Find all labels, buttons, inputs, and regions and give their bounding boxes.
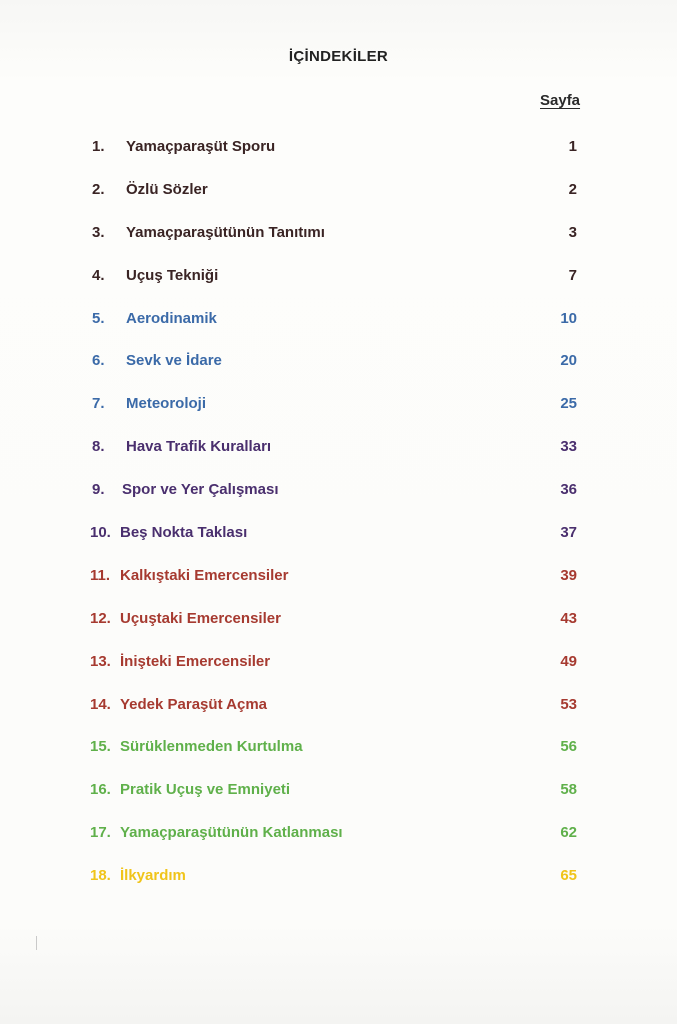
toc-entry-page: 65 [560,867,577,885]
toc-entry [0,647,677,690]
toc-entry-page: 36 [560,481,577,499]
toc-entry-page: 43 [560,609,577,627]
toc-entry-number: 12. [90,609,111,627]
toc-entry-title: Sürüklenmeden Kurtulma [120,738,303,756]
toc-entry [0,346,677,389]
toc-entry-title: Uçuş Tekniği [126,266,219,284]
toc-entry-page: 20 [560,352,577,370]
toc-entry [0,861,677,904]
toc-entry-page: 53 [560,695,577,713]
toc-entry-page: 37 [560,524,577,542]
toc-entry-number: 8. [92,438,105,456]
toc-entry [0,261,677,304]
toc-entry-number: 13. [90,652,111,670]
toc-entry-number: 15. [90,738,111,756]
toc-entry-title: Özlü Sözler [126,180,208,198]
toc-entry [0,561,677,604]
toc-entry-title: Yamaçparaşütünün Katlanması [120,824,343,842]
toc-entry-number: 18. [90,867,111,885]
toc-entry-number: 1. [92,138,105,155]
toc-entry [0,604,677,647]
toc-entry [0,518,677,561]
page-title: İÇİNDEKİLER [288,48,389,65]
toc-entry [0,818,677,861]
toc-entry [0,218,677,261]
toc-entry-number: 10. [90,524,111,542]
toc-entry-number: 5. [92,309,105,327]
toc-entry-title: Sevk ve İdare [126,352,222,370]
toc-entry-page: 33 [560,438,577,456]
toc-entry-page: 1 [568,138,577,155]
toc-entry [0,732,677,775]
toc-entry-page: 49 [560,652,577,670]
toc-entry [0,175,677,218]
toc-entry-title: Beş Nokta Taklası [120,524,248,542]
toc-entry [0,775,677,818]
toc-entry-number: 6. [92,352,105,370]
toc-entry-page: 25 [560,395,577,413]
toc-entry-title: Yamaçparaşüt Sporu [126,138,276,155]
toc-entry-page: 62 [560,824,577,842]
toc-entry [0,432,677,475]
toc-entry-page: 39 [560,566,577,584]
toc-entry-number: 9. [92,481,105,499]
toc-entry-title: Kalkıştaki Emercensiler [120,566,289,584]
toc-entry [0,132,677,175]
toc-entry-page: 10 [560,309,577,327]
toc-entry-title: Yamaçparaşütünün Tanıtımı [126,223,325,241]
page-column-header: Sayfa [540,92,581,109]
toc-entry-title: Uçuştaki Emercensiler [120,609,281,627]
toc-entry-page: 3 [568,223,577,241]
toc-entry-title: Aerodinamik [126,309,217,327]
toc-entry-number: 17. [90,824,111,842]
toc-entry-title: İnişteki Emercensiler [120,652,271,670]
table-of-contents [0,132,677,904]
toc-entry-number: 4. [92,266,105,284]
toc-entry-title: İlkyardım [120,867,186,885]
toc-entry-title: Hava Trafik Kuralları [126,438,272,456]
toc-entry [0,475,677,518]
toc-entry-page: 7 [568,266,577,284]
toc-entry-number: 14. [90,695,111,713]
toc-entry-title: Spor ve Yer Çalışması [122,481,279,499]
toc-entry [0,690,677,733]
scan-mark [36,936,37,950]
toc-entry-page: 58 [560,781,577,799]
toc-entry-number: 16. [90,781,111,799]
toc-entry-title: Meteoroloji [126,395,207,413]
toc-entry-title: Yedek Paraşüt Açma [120,695,268,713]
toc-entry [0,389,677,432]
toc-entry-number: 11. [90,566,111,584]
toc-entry-title: Pratik Uçuş ve Emniyeti [120,781,291,799]
toc-entry-number: 3. [92,223,105,241]
toc-entry-number: 7. [92,395,105,413]
toc-entry [0,304,677,347]
toc-entry-number: 2. [92,180,105,198]
toc-entry-page: 56 [560,738,577,756]
toc-entry-page: 2 [568,180,577,198]
